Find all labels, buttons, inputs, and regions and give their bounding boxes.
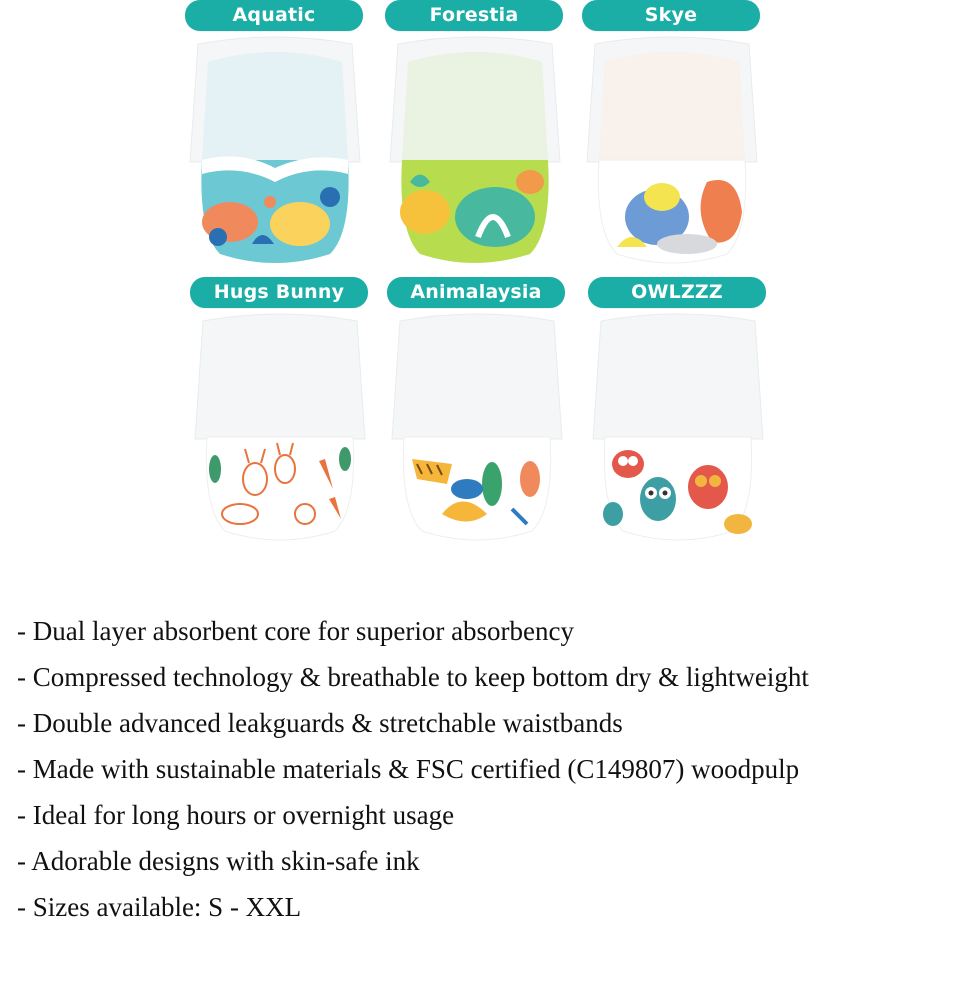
design-label-pill: Forestia — [385, 0, 563, 31]
design-label-pill: OWLZZZ — [588, 277, 766, 308]
design-label-pill: Aquatic — [185, 0, 363, 31]
diaper-image-skye — [577, 32, 767, 272]
feature-item: - Dual layer absorbent core for superior absorbency — [17, 616, 575, 646]
design-card-skye — [582, 0, 772, 280]
design-card-aquatic — [185, 0, 375, 280]
design-card-animalaysia — [387, 277, 577, 557]
design-card-forestia — [385, 0, 575, 280]
feature-item: - Compressed technology & breathable to keep bottom dry & lightweight — [17, 662, 809, 692]
feature-item: - Sizes available: S - XXL — [17, 892, 302, 922]
design-card-hugs-bunny — [190, 277, 380, 557]
diaper-image-owlzzz — [583, 309, 773, 549]
diaper-image-forestia — [380, 32, 570, 272]
design-label-pill: Hugs Bunny — [190, 277, 368, 308]
diaper-image-animalaysia — [382, 309, 572, 549]
feature-item: - Double advanced leakguards & stretchable waistbands — [17, 708, 623, 738]
feature-list — [17, 608, 947, 930]
feature-item: - Ideal for long hours or overnight usage — [17, 800, 455, 830]
design-label-pill: Animalaysia — [387, 277, 565, 308]
feature-item: - Made with sustainable materials & FSC certified (C149807) woodpulp — [17, 754, 800, 784]
feature-item: - Adorable designs with skin-safe ink — [17, 846, 420, 876]
design-label-pill: Skye — [582, 0, 760, 31]
design-card-owlzzz — [588, 277, 778, 557]
diaper-image-hugs-bunny — [185, 309, 375, 549]
diaper-image-aquatic — [180, 32, 370, 272]
